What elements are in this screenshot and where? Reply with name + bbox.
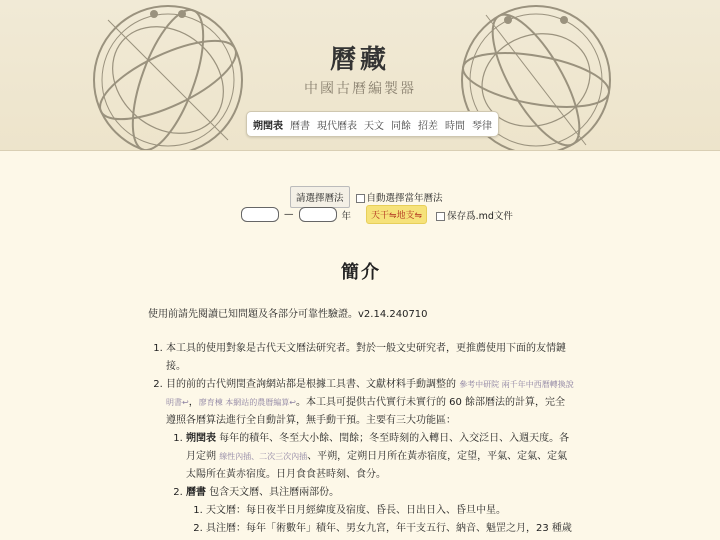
reference-link-liao[interactable]: 廖育棟 本網站的農曆編算↩ <box>198 398 296 407</box>
save-md-label: 保存爲.md文件 <box>447 210 513 222</box>
main-nav <box>246 111 499 137</box>
nav-item-astronomy[interactable]: 天文 <box>364 120 384 132</box>
year-to-input[interactable] <box>299 207 337 222</box>
feature-name: 朔閏表 <box>186 433 216 444</box>
intro-item-text-cont: 。本工具可提供古代實行未實行的 60 餘部曆法的計算，完全遵照各曆算法進行全自動計算，無手動干預。主要有三大功能區： <box>166 397 566 426</box>
interpolation-note: 線性內插、二次三次內插 <box>219 452 308 461</box>
auto-select-option[interactable] <box>356 190 443 204</box>
nav-item-qinlu[interactable]: 琴律 <box>472 120 492 132</box>
site-header <box>0 0 720 151</box>
year-from-input[interactable] <box>241 207 279 222</box>
intro-item <box>166 340 574 376</box>
feature-item <box>186 484 574 538</box>
nav-item-shuorun[interactable]: 朔閏表 <box>253 120 283 132</box>
nav-item-interpolation[interactable]: 招差 <box>418 120 438 132</box>
intro-item-text: 本工具的使用對象是古代天文曆法研究者。對於一般文史研究者，更推薦使用下面的友情鏈接。 <box>166 343 566 372</box>
calendar-book-list <box>186 502 574 538</box>
site-subtitle: 中國古曆編製器 <box>304 81 416 97</box>
feature-desc-cont: 、平朔，定朔日月所在黃赤宿度，定望，平氣、定氣、定氣太陽所在黃赤宿度。日月食食甚時刻、食分。 <box>186 451 568 480</box>
intro-section <box>148 264 574 538</box>
intro-heading: 簡介 <box>341 262 381 283</box>
feature-desc: 包含天文曆、具注曆兩部份。 <box>206 487 340 498</box>
version-line: 使用前請先閱讀已知問題及各部分可靠性驗證。v2.14.240710 <box>148 309 428 320</box>
range-separator: — <box>284 209 294 220</box>
auto-select-label: 自動選擇當年曆法 <box>366 193 443 204</box>
brand <box>0 44 720 98</box>
nav-item-lishu[interactable]: 曆書 <box>290 120 310 132</box>
intro-list <box>148 340 574 538</box>
year-unit: 年 <box>341 210 352 222</box>
feature-name: 曆書 <box>186 487 206 498</box>
intro-item-text: 目的前的古代朔閏查詢網站都是根據工具書、文獻材料手動調整的 <box>166 379 456 390</box>
site-title: 曆藏 <box>329 45 390 75</box>
calendar-book-item: 1. 天文曆：每日夜半日月經緯度及宿度、昏長、日出日入、昏旦中星。 <box>206 502 574 520</box>
auto-select-checkbox[interactable] <box>356 194 365 203</box>
ganzhi-toggle-button[interactable]: 天干⇋地支⇋ <box>366 205 427 224</box>
save-md-option[interactable] <box>436 208 513 222</box>
feature-list <box>166 430 574 538</box>
save-md-checkbox[interactable] <box>436 212 445 221</box>
choose-calendar-button[interactable]: 請選擇曆法 <box>290 186 350 208</box>
feature-item <box>186 430 574 484</box>
nav-item-modern-tables[interactable]: 現代曆表 <box>317 120 357 132</box>
nav-item-congruence[interactable]: 同餘 <box>391 120 411 132</box>
intro-item: 2. 目的前的古代朔閏查詢網站都是根據工具書、文獻材料手動調整的 參考中研院 兩千年中西曆轉換說明書↩，廖育棟 本網站的農曆編算↩。本工具可提供古代實行未實行的 60 餘部曆法的計算，完全遵照各曆算法進行全自動計算，無手動干預。主要有三大功能區： 1. 朔閏表 每年的積年、冬至大小餘、閏餘；冬至時刻的入轉日、入交泛日、入週天度。各月定朔 線性內插、二次三次內插、平朔，定朔日月所在黃赤宿度，定望，平氣、定氣、定氣太陽所在黃赤宿度。日月食食甚時刻、食分。 2. 曆書 包含天文曆、具注曆兩部份。 1. 天文曆：每日夜半日月經緯度及宿度、昏長、日出日入、昏旦中星。 2. 具注曆：每年「術數年」積年、男女九宮，年干支五行、納音、魁罡之月，23 種歲 <box>166 376 574 538</box>
nav-item-time[interactable]: 時間 <box>445 120 465 132</box>
calendar-book-item: 2. 具注曆：每年「術數年」積年、男女九宮，年干支五行、納音、魁罡之月，23 種歲 <box>206 520 574 538</box>
feature-desc: 每年的積年、冬至大小餘、閏餘；冬至時刻的入轉日、入交泛日、入週天度。各月定朔 <box>186 433 570 462</box>
reference-link-academia-sinica[interactable]: 參考中研院 兩千年中西曆轉換說明書↩ <box>166 380 574 407</box>
